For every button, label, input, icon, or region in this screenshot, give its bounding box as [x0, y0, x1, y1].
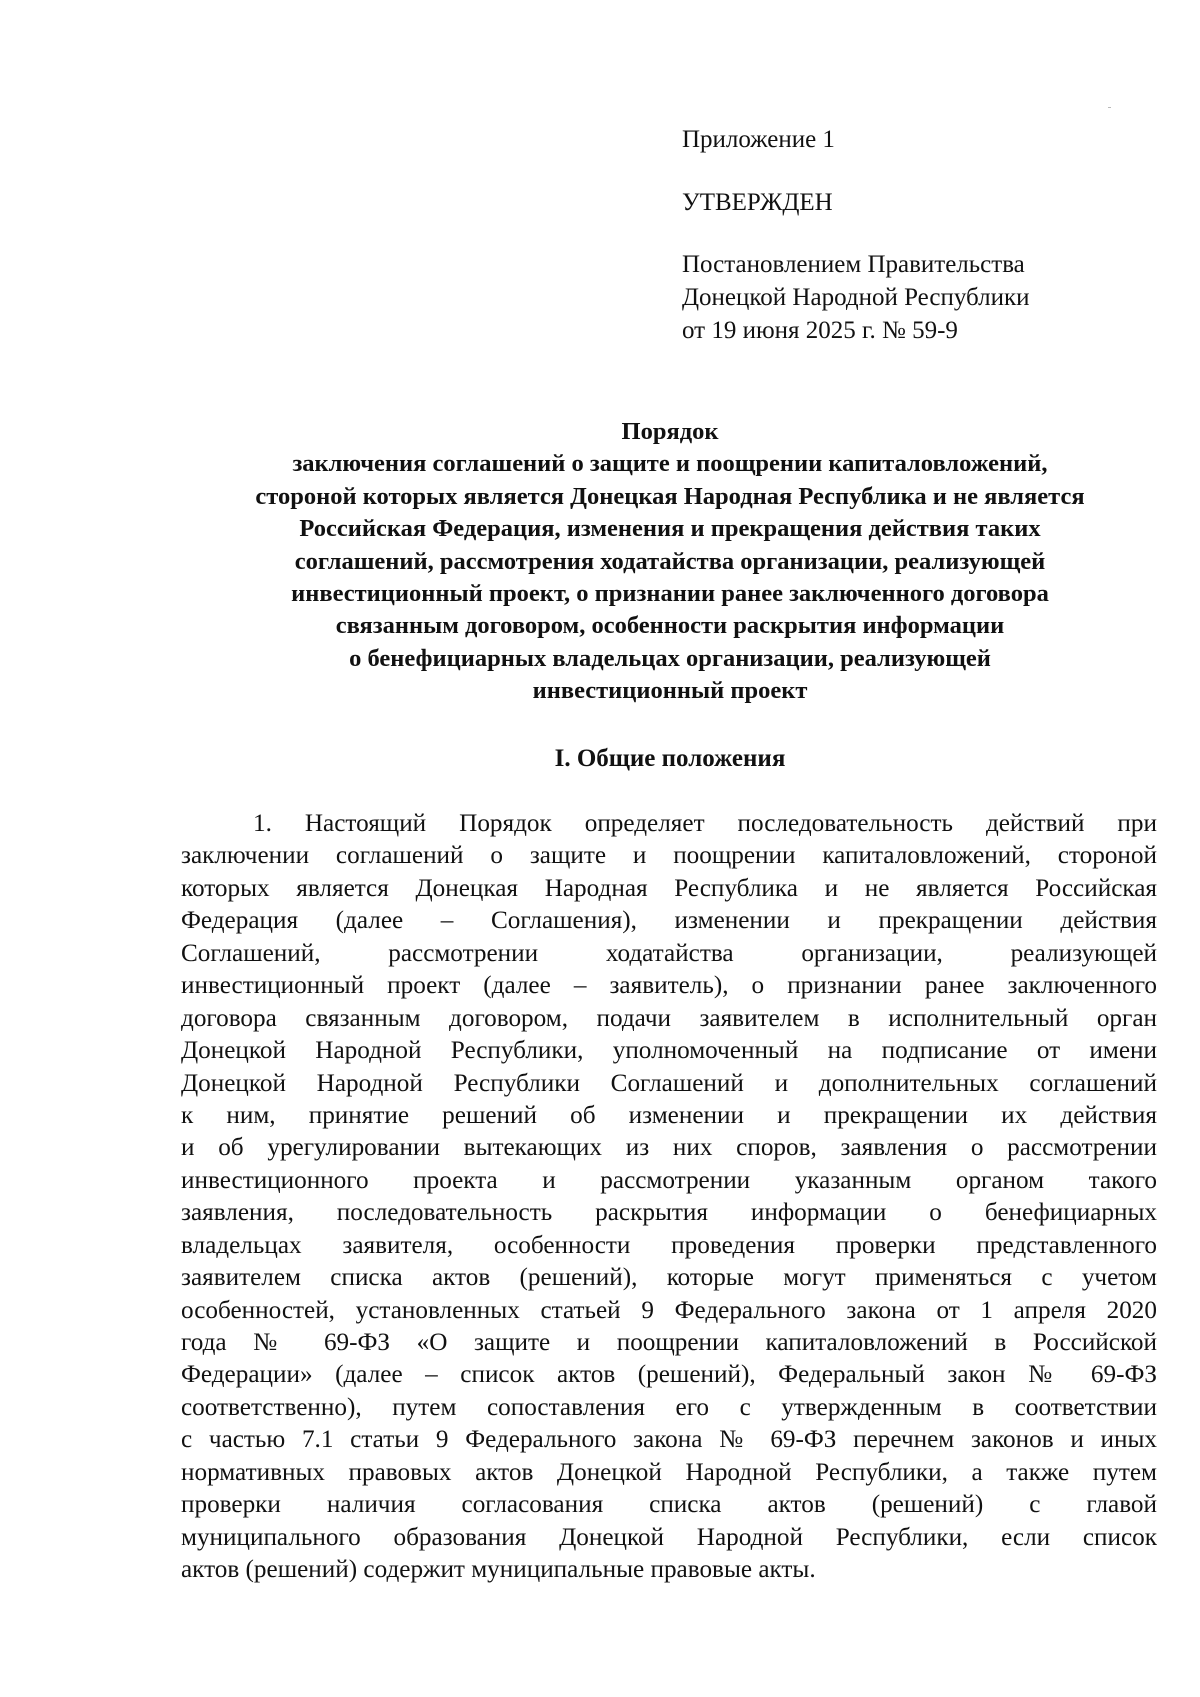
- appendix-label: Приложение 1: [682, 126, 835, 153]
- section-heading: I. Общие положения: [554, 745, 786, 772]
- paragraph-line: особенностей, установленных статьей 9 Федерального закона от 1 апреля 2020: [181, 1296, 1157, 1324]
- title-line: связанным договором, особенности раскрытия информации: [335, 612, 1005, 640]
- paragraph-line: заключении соглашений о защите и поощрении капиталовложений, стороной: [181, 842, 1157, 870]
- paragraph-line: инвестиционного проекта и рассмотрении указанным органом такого: [181, 1166, 1157, 1194]
- paragraph-line: которых является Донецкая Народная Республика и не является Российская: [181, 874, 1157, 902]
- paragraph-line: проверки наличия согласования списка актов (решений) с главой: [181, 1491, 1157, 1519]
- paragraph-line: и об урегулировании вытекающих из них споров, заявления о рассмотрении: [181, 1134, 1157, 1162]
- approval-block: [682, 123, 1152, 347]
- title-line: о бенефициарных владельцах организации, реализующей: [349, 644, 991, 672]
- title-line: инвестиционный проект, о признании ранее заключенного договора: [291, 580, 1049, 608]
- paragraph-line: Донецкой Народной Республики Соглашений и дополнительных соглашений: [181, 1069, 1157, 1097]
- paragraph-line: Донецкой Народной Республики, уполномоченный на подписание от имени: [181, 1037, 1157, 1065]
- title-line: заключения соглашений о защите и поощрении капиталовложений,: [292, 450, 1048, 478]
- title-line: Российская Федерация, изменения и прекращения действия таких: [299, 515, 1041, 543]
- paragraph-line: соответственно), путем сопоставления его с утвержденным в соответствии: [181, 1393, 1157, 1421]
- paragraph-line: к ним, принятие решений об изменении и прекращении их действия: [181, 1101, 1157, 1129]
- title-line: стороной которых является Донецкая Народная Республика и не является: [255, 482, 1085, 510]
- paragraph-line: актов (решений) содержит муниципальные правовые акты.: [181, 1556, 816, 1584]
- scan-speck: [1108, 107, 1111, 108]
- paragraph-line: заявления, последовательность раскрытия информации о бенефициарных: [181, 1199, 1157, 1227]
- paragraph-line: Федерация (далее – Соглашения), изменении и прекращении действия: [181, 907, 1157, 935]
- title-heading: Порядок: [621, 418, 719, 445]
- paragraph-line: муниципального образования Донецкой Народной Республики, если список: [181, 1523, 1157, 1551]
- paragraph-line: Соглашений, рассмотрении ходатайства организации, реализующей: [181, 939, 1157, 967]
- decree-line: от 19 июня 2025 г. № 59-9: [682, 317, 958, 344]
- paragraph-line: договора связанным договором, подачи заявителем в исполнительный орган: [181, 1004, 1157, 1032]
- decree-line: Постановлением Правительства: [682, 251, 1025, 278]
- paragraph-line: инвестиционный проект (далее – заявитель), о признании ранее заключенного: [181, 972, 1157, 1000]
- paragraph-line: Федерации» (далее – список актов (решений), Федеральный закон № 69-ФЗ: [181, 1361, 1157, 1389]
- title-line: инвестиционный проект: [532, 677, 808, 705]
- decree-reference: [682, 248, 1152, 347]
- approved-label: УТВЕРЖДЕН: [682, 189, 833, 216]
- paragraph-line: владельцах заявителя, особенности проведения проверки представленного: [181, 1231, 1157, 1259]
- paragraph-line: заявителем списка актов (решений), которые могут применяться с учетом: [181, 1264, 1157, 1292]
- paragraph-1: [181, 808, 1157, 1587]
- decree-line: Донецкой Народной Республики: [682, 284, 1030, 311]
- paragraph-line: с частью 7.1 статьи 9 Федерального закона № 69-ФЗ перечнем законов и иных: [181, 1426, 1157, 1454]
- paragraph-line: года № 69-ФЗ «О защите и поощрении капиталовложений в Российской: [181, 1329, 1157, 1356]
- title-line: соглашений, рассмотрения ходатайства организации, реализующей: [294, 547, 1046, 575]
- document-title: [150, 416, 1190, 708]
- paragraph-line: 1. Настоящий Порядок определяет последовательность действий при: [253, 810, 1157, 837]
- paragraph-line: нормативных правовых актов Донецкой Народной Республики, а также путем: [181, 1458, 1157, 1486]
